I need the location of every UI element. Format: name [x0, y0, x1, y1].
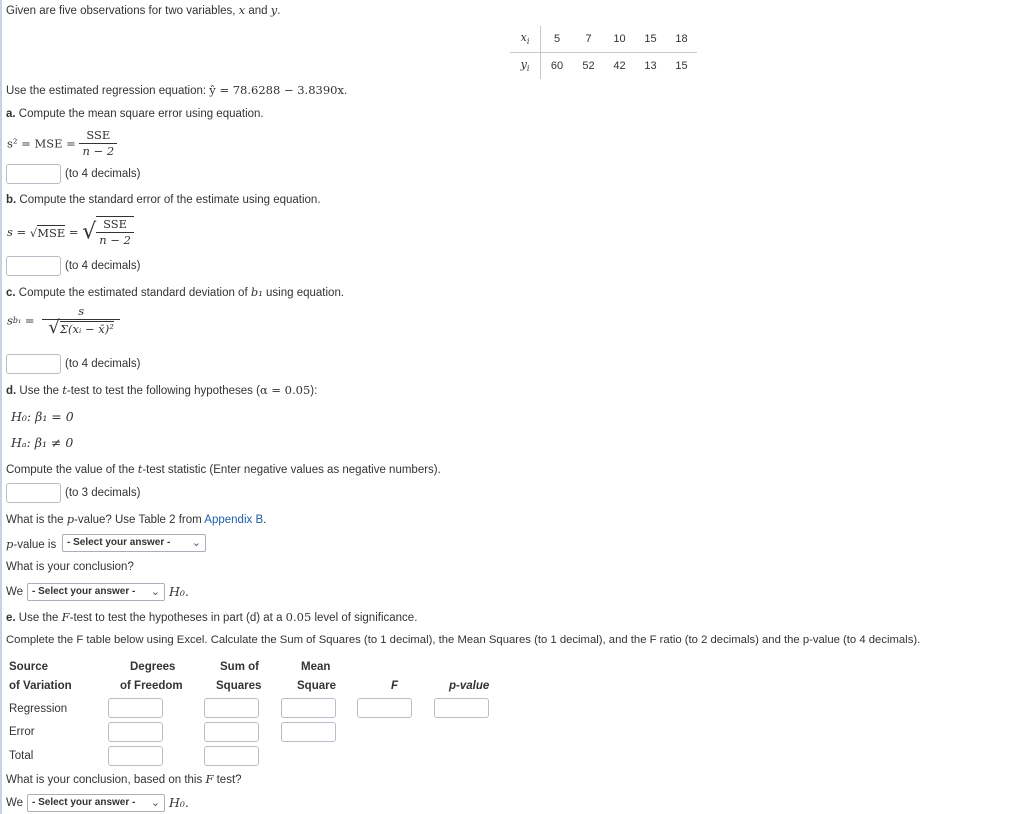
- sb1-input[interactable]: [6, 354, 61, 374]
- part-c-text-prefix: Compute the estimated standard deviation of: [15, 287, 251, 299]
- y-label: y: [520, 58, 527, 72]
- sqrt-symbol-c: √: [48, 317, 60, 338]
- pvalue-question-prefix: What is the: [6, 514, 67, 526]
- s-numerator: s: [42, 304, 120, 320]
- sb1-fraction: [42, 304, 120, 337]
- standard-error-hint: (to 4 decimals): [65, 260, 141, 272]
- f-pvalue-input[interactable]: [434, 698, 489, 718]
- appendix-b-link[interactable]: Appendix B: [204, 514, 264, 526]
- regression-ss-input[interactable]: [204, 698, 259, 718]
- f-table-instructions: Complete the F table below using Excel. Calculate the Sum of Squares (to 1 decimal), the Mean Squares (to 1 decimal), and the F ratio (to 2 decimals) and the p-value (to 4 decimals).: [6, 634, 921, 646]
- t-statistic-hint: (to 3 decimals): [65, 487, 141, 499]
- part-d-label: d.: [6, 385, 17, 397]
- row-regression-label: Regression: [9, 703, 68, 715]
- x-value: 5: [553, 33, 561, 45]
- mse-hint: (to 4 decimals): [65, 168, 141, 180]
- var-y: y: [270, 3, 278, 17]
- left-border: [0, 0, 2, 814]
- pvalue-select[interactable]: [62, 534, 206, 552]
- part-b-text: Compute the standard error of the estimate using equation.: [16, 194, 321, 206]
- error-df-input[interactable]: [108, 722, 163, 742]
- part-d-text-suffix: ):: [310, 385, 318, 397]
- f-conclusion-select-value: - Select your answer -: [32, 797, 136, 808]
- mse-lhs: s² = MSE =: [7, 136, 80, 151]
- t-prompt-suffix: -test statistic (Enter negative values as negative numbers).: [142, 464, 441, 476]
- row-error-label: Error: [9, 726, 35, 738]
- pvalue-label-text: -value is: [13, 539, 57, 551]
- t-prompt-prefix: Compute the value of the: [6, 464, 138, 476]
- significance-level: 0.05: [285, 610, 312, 624]
- f-conclusion-we: We: [6, 797, 24, 809]
- total-ss-input[interactable]: [204, 746, 259, 766]
- pvalue-question: [6, 512, 266, 526]
- sqrt-mse: √MSE: [29, 225, 66, 240]
- part-c-prompt: [6, 285, 344, 299]
- h0-label: H₀.: [169, 584, 189, 599]
- x-value: 10: [613, 33, 626, 45]
- s-lhs: s =: [7, 225, 30, 239]
- regression-equation: ŷ = 78.6288 − 3.8390x: [209, 83, 344, 97]
- header-sum-of: Sum of: [220, 661, 259, 673]
- f-conclusion-question: [6, 772, 242, 786]
- error-ms-input[interactable]: [281, 722, 336, 742]
- t-test-prompt: [6, 462, 441, 476]
- equals-sign: =: [65, 225, 83, 239]
- sse-fraction: [79, 128, 117, 159]
- y-value: 42: [613, 60, 626, 72]
- x-value: 15: [644, 33, 657, 45]
- error-ss-input[interactable]: [204, 722, 259, 742]
- regression-suffix: .: [343, 85, 348, 97]
- conclusion-question: What is your conclusion?: [6, 561, 134, 573]
- intro-text: [6, 3, 280, 17]
- intro-and: and: [245, 5, 271, 17]
- sqrt-symbol: √: [82, 219, 97, 245]
- header-of-variation: of Variation: [9, 680, 72, 692]
- t-symbol: t: [62, 383, 67, 397]
- f-symbol: F: [61, 610, 70, 624]
- f-conclusion-select[interactable]: [27, 794, 165, 812]
- header-square: Square: [297, 680, 336, 692]
- b1-symbol: b₁: [250, 285, 263, 299]
- sb1-lhs: s: [7, 313, 13, 328]
- part-e-label: e.: [6, 612, 16, 624]
- sb1-hint: (to 4 decimals): [65, 358, 141, 370]
- f-conclusion-suffix: test?: [213, 774, 242, 786]
- conclusion-we: We: [6, 586, 24, 598]
- y-sub: i: [526, 64, 530, 74]
- t-conclusion-select-value: - Select your answer -: [32, 586, 136, 597]
- n-minus-2-denominator-b: n − 2: [99, 233, 131, 247]
- x-label: x: [520, 31, 527, 45]
- chevron-down-icon: ⌄: [150, 586, 160, 598]
- regression-prefix: Use the estimated regression equation:: [6, 85, 210, 97]
- p-symbol-2: p: [6, 537, 14, 551]
- f-ratio-input[interactable]: [357, 698, 412, 718]
- header-f: F: [391, 680, 399, 692]
- part-b-formula: [7, 216, 134, 248]
- part-d-prompt: [6, 383, 317, 397]
- part-b-prompt: [6, 194, 321, 206]
- part-a-prompt: [6, 108, 264, 120]
- part-e-text-suffix: -test to test the hypotheses in part (d) at a: [69, 612, 286, 624]
- sum-squares-x: Σ(xᵢ − x̄)²: [59, 322, 114, 336]
- y-value: 60: [550, 60, 564, 72]
- part-a-formula: [7, 128, 117, 159]
- pvalue-select-value: - Select your answer -: [67, 537, 171, 548]
- part-b-label: b.: [6, 194, 17, 206]
- standard-error-input[interactable]: [6, 256, 61, 276]
- observations-table: [510, 26, 697, 79]
- header-source: Source: [9, 661, 48, 673]
- chevron-down-icon: ⌄: [191, 537, 201, 549]
- var-x: x: [238, 3, 246, 17]
- header-squares: Squares: [216, 680, 262, 692]
- total-df-input[interactable]: [108, 746, 163, 766]
- mse-input[interactable]: [6, 164, 61, 184]
- intro-prefix: Given are five observations for two variables,: [6, 5, 239, 17]
- regression-text: [6, 83, 347, 97]
- mse-under-root: MSE: [37, 225, 66, 240]
- x-value: 7: [585, 33, 592, 45]
- pvalue-label: [6, 537, 56, 551]
- f-conclusion-prefix: What is your conclusion, based on this: [6, 774, 206, 786]
- part-d-text-prefix: Use the: [16, 385, 63, 397]
- regression-ms-input[interactable]: [281, 698, 336, 718]
- header-mean: Mean: [301, 661, 331, 673]
- part-e-text-end: level of significance.: [311, 612, 418, 624]
- sse-numerator: SSE: [79, 128, 117, 144]
- header-degrees: Degrees: [130, 661, 176, 673]
- row-total-label: Total: [9, 750, 34, 762]
- part-d-text-mid: -test to test the following hypotheses (: [66, 385, 260, 397]
- sb1-denominator: [42, 317, 120, 338]
- alternative-hypothesis: Hₐ: β₁ ≠ 0: [11, 435, 74, 450]
- sse-numerator-b: SSE: [96, 217, 134, 233]
- x-value: 18: [675, 33, 688, 45]
- t-statistic-input[interactable]: [6, 483, 61, 503]
- x-header: [510, 26, 541, 53]
- y-header: [510, 53, 541, 80]
- h0-label-f: H₀.: [169, 795, 189, 810]
- part-a-label: a.: [6, 108, 16, 120]
- sb1-sub: b₁: [12, 316, 22, 325]
- intro-suffix: .: [277, 5, 281, 17]
- x-sub: i: [526, 37, 530, 47]
- f-symbol-2: F: [205, 772, 214, 786]
- x-row: [510, 26, 697, 53]
- y-value: 15: [675, 60, 688, 72]
- pvalue-question-suffix: -value? Use Table 2 from: [74, 514, 205, 526]
- chevron-down-icon: ⌄: [150, 797, 160, 809]
- header-of-freedom: of Freedom: [120, 680, 183, 692]
- pvalue-question-period: .: [263, 514, 267, 526]
- p-symbol: p: [66, 512, 75, 526]
- part-a-text: Compute the mean square error using equation.: [15, 108, 264, 120]
- part-e-text-prefix: Use the: [15, 612, 62, 624]
- regression-df-input[interactable]: [108, 698, 163, 718]
- y-value: 52: [582, 60, 595, 72]
- header-p-value: p-value: [449, 680, 490, 692]
- part-c-formula: [7, 304, 120, 337]
- y-value: 13: [644, 60, 657, 72]
- t-conclusion-select[interactable]: [27, 583, 165, 601]
- n-minus-2-denominator: n − 2: [82, 144, 115, 158]
- alpha-level: α = 0.05: [259, 383, 311, 397]
- part-e-prompt: [6, 610, 417, 624]
- part-c-text-suffix: using equation.: [262, 287, 345, 299]
- null-hypothesis: H₀: β₁ = 0: [11, 409, 74, 424]
- t-symbol-2: t: [137, 462, 143, 476]
- y-row: [510, 53, 697, 80]
- equals-sign-c: =: [21, 313, 39, 328]
- sse-fraction-b: [96, 216, 134, 248]
- part-c-label: c.: [6, 287, 16, 299]
